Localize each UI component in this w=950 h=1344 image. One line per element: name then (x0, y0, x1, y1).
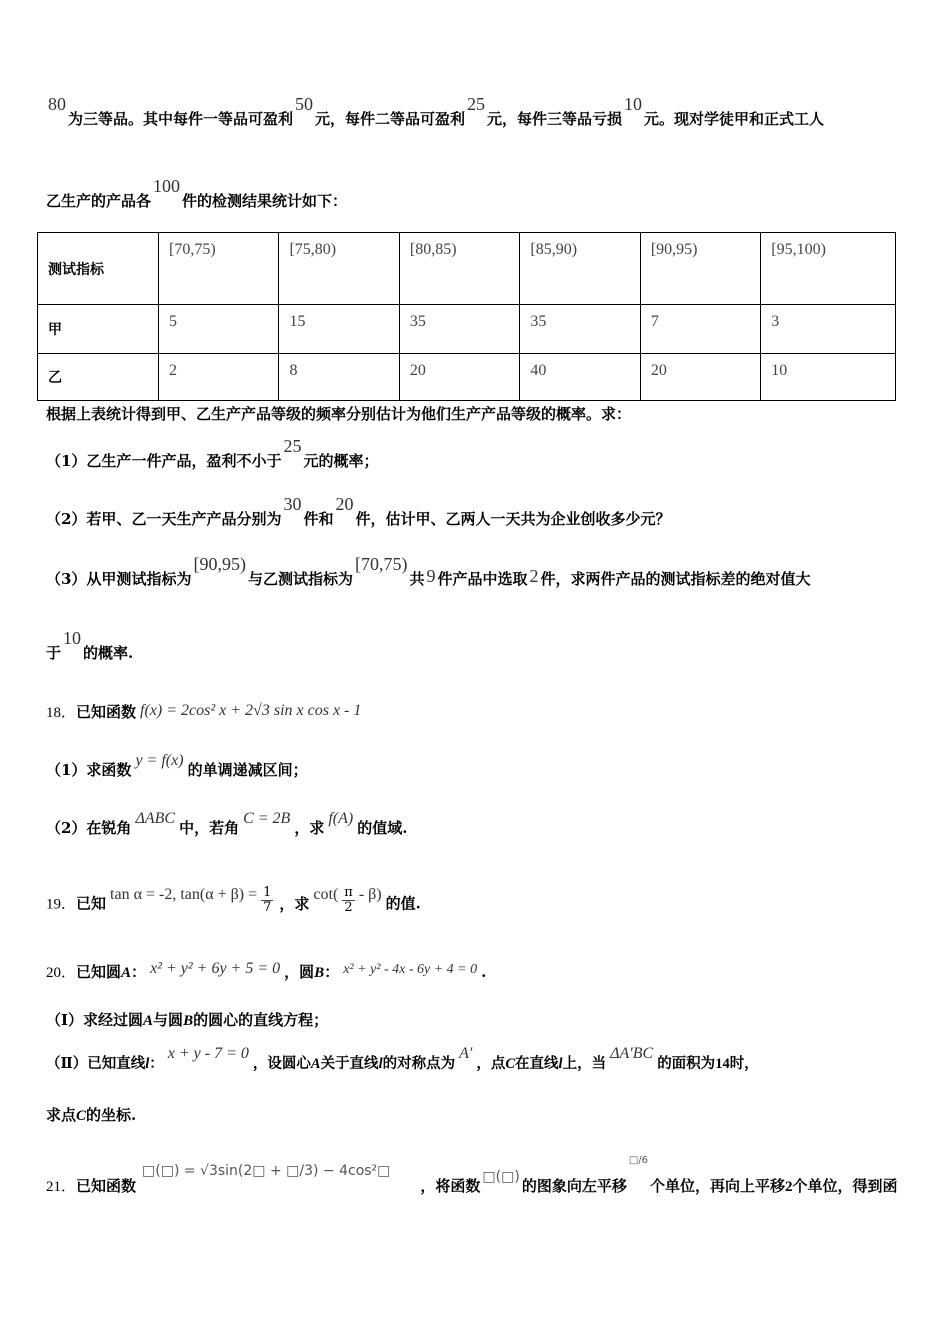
table-cell: 8 (279, 354, 399, 401)
table-cell: 20 (399, 354, 519, 401)
q17-part3: （3）从甲测试指标为[90,95)与乙测试指标为[70,75)共 9 件产品中选取 2 件，求两件产品的测试指标差的绝对值大 (46, 554, 811, 588)
number: 50 (295, 94, 314, 114)
q20-stem: 20．已知圆A： x² + y² + 6y + 5 = 0 ，圆B： x² + y² - 4x - 6y + 4 = 0 . (46, 960, 487, 981)
equation: y = f(x) (135, 752, 184, 769)
stats-table (37, 232, 896, 401)
q21-stem: 21．已知函数□(□) = √3sin(2□ + □/3) − 4cos²□，将函数 □(□) 的图象向左平移$^{□/6}$个单位，再向上平移2个单位，得到函 (46, 1155, 898, 1195)
table-row (38, 233, 896, 305)
number: 100 (153, 176, 181, 196)
number: 80 (48, 94, 66, 114)
q20-part2-cont: 求点C的坐标. (46, 1106, 137, 1124)
number: 10 (624, 94, 643, 114)
question-number: 20． (46, 965, 77, 981)
table-cell: 20 (640, 354, 760, 401)
equation: C = 2B (243, 810, 291, 827)
equation: x² + y² - 4x - 6y + 4 = 0 (343, 962, 478, 977)
range-cell: [75,80) (279, 233, 399, 305)
row-label: 甲 (38, 305, 159, 354)
range-cell: [90,95) (640, 233, 760, 305)
interval: [70,75) (354, 554, 408, 574)
number: 9 (426, 566, 436, 586)
table-cell: 7 (640, 305, 760, 354)
equation: f(A) (328, 810, 354, 827)
equation: x + y - 7 = 0 (167, 1045, 249, 1062)
table-cell: 5 (159, 305, 279, 354)
equation: ΔA′BC (610, 1045, 654, 1062)
range-cell: [95,100) (761, 233, 896, 305)
table-cell: 3 (761, 305, 896, 354)
interval: [90,95) (193, 554, 246, 574)
q17-line2: 乙生产的产品各100件的检测结果统计如下： (46, 176, 348, 210)
range-cell: [80,85) (399, 233, 519, 305)
equation: f(x) = 2cos² x + 2√3 sin x cos x - 1 (140, 702, 362, 719)
q18-part2: （2）在锐角ΔABC中，若角C = 2B，求f(A)的值域. (46, 810, 408, 837)
q17-line1: 80为三等品。其中每件一等品可盈利50元，每件二等品可盈利25元，每件三等品亏损10元。现对学徒甲和正式工人 (48, 94, 825, 128)
table-cell: 10 (761, 354, 896, 401)
q18-part1: （1）求函数y = f(x)的单调递减区间； (46, 752, 308, 779)
equation-image: □(□) (482, 1169, 520, 1185)
number: 2 (529, 566, 539, 586)
table-cell: 35 (520, 305, 640, 354)
equation: tan α = -2, tan(α + β) = (110, 885, 258, 903)
question-number: 18． (46, 705, 77, 721)
q17-part3-cont: 于10的概率. (46, 628, 134, 662)
equation: cot( (313, 885, 339, 903)
q17-part1: （1）乙生产一件产品，盈利不小于25元的概率； (46, 436, 379, 470)
equation: A′ (459, 1045, 473, 1062)
row-label: 乙 (38, 354, 159, 401)
question-number: 19． (46, 896, 77, 913)
q17-part2: （2）若甲、乙一天生产产品分别为30件和20件，估计甲、乙两人一天共为企业创收多少元？ (46, 494, 671, 528)
q19-stem: 19．已知tan α = -2, tan(α + β) = $\frac{1}{7}$ ，求cot( $\frac{\pi}{2}$ - β)的值. (46, 885, 421, 915)
table-row (38, 354, 896, 401)
table-cell: 35 (399, 305, 519, 354)
number: 10 (63, 628, 82, 648)
number: 25 (283, 436, 302, 456)
equation: x² + y² + 6y + 5 = 0 (150, 960, 281, 977)
question-number: 21． (46, 1179, 77, 1195)
fraction: $\frac{1}{7}$ (263, 885, 272, 915)
equation-image: □/6 (628, 1155, 649, 1166)
equation-image: □(□) = √3sin(2□ + □/3) − 4cos²□ (142, 1163, 391, 1179)
range-cell: [85,90) (520, 233, 640, 305)
table-header: 测试指标 (38, 233, 159, 305)
q17-after-table: 根据上表统计得到甲、乙生产产品等级的频率分别估计为他们生产产品等级的概率。求： (46, 405, 632, 423)
table-cell: 2 (159, 354, 279, 401)
equation: - β) (358, 885, 382, 903)
number: 20 (335, 494, 354, 514)
q20-part2: （Ⅱ）已知直线l：x + y - 7 = 0，设圆心A关于直线l的对称点为A′，点C在直线l上，当ΔA′BC的面积为14时， (46, 1045, 759, 1072)
table-cell: 40 (520, 354, 640, 401)
number: 25 (467, 94, 486, 114)
q18-stem: 18．已知函数 f(x) = 2cos² x + 2√3 sin x cos x - 1 (46, 702, 362, 721)
number: 30 (283, 494, 302, 514)
fraction: $\frac{\pi}{2}$ (344, 885, 353, 915)
table-cell: 15 (279, 305, 399, 354)
range-cell: [70,75) (159, 233, 279, 305)
equation: ΔABC (135, 810, 176, 827)
q20-part1: （Ⅰ）求经过圆A与圆B的圆心的直线方程； (46, 1011, 329, 1029)
table-row (38, 305, 896, 354)
